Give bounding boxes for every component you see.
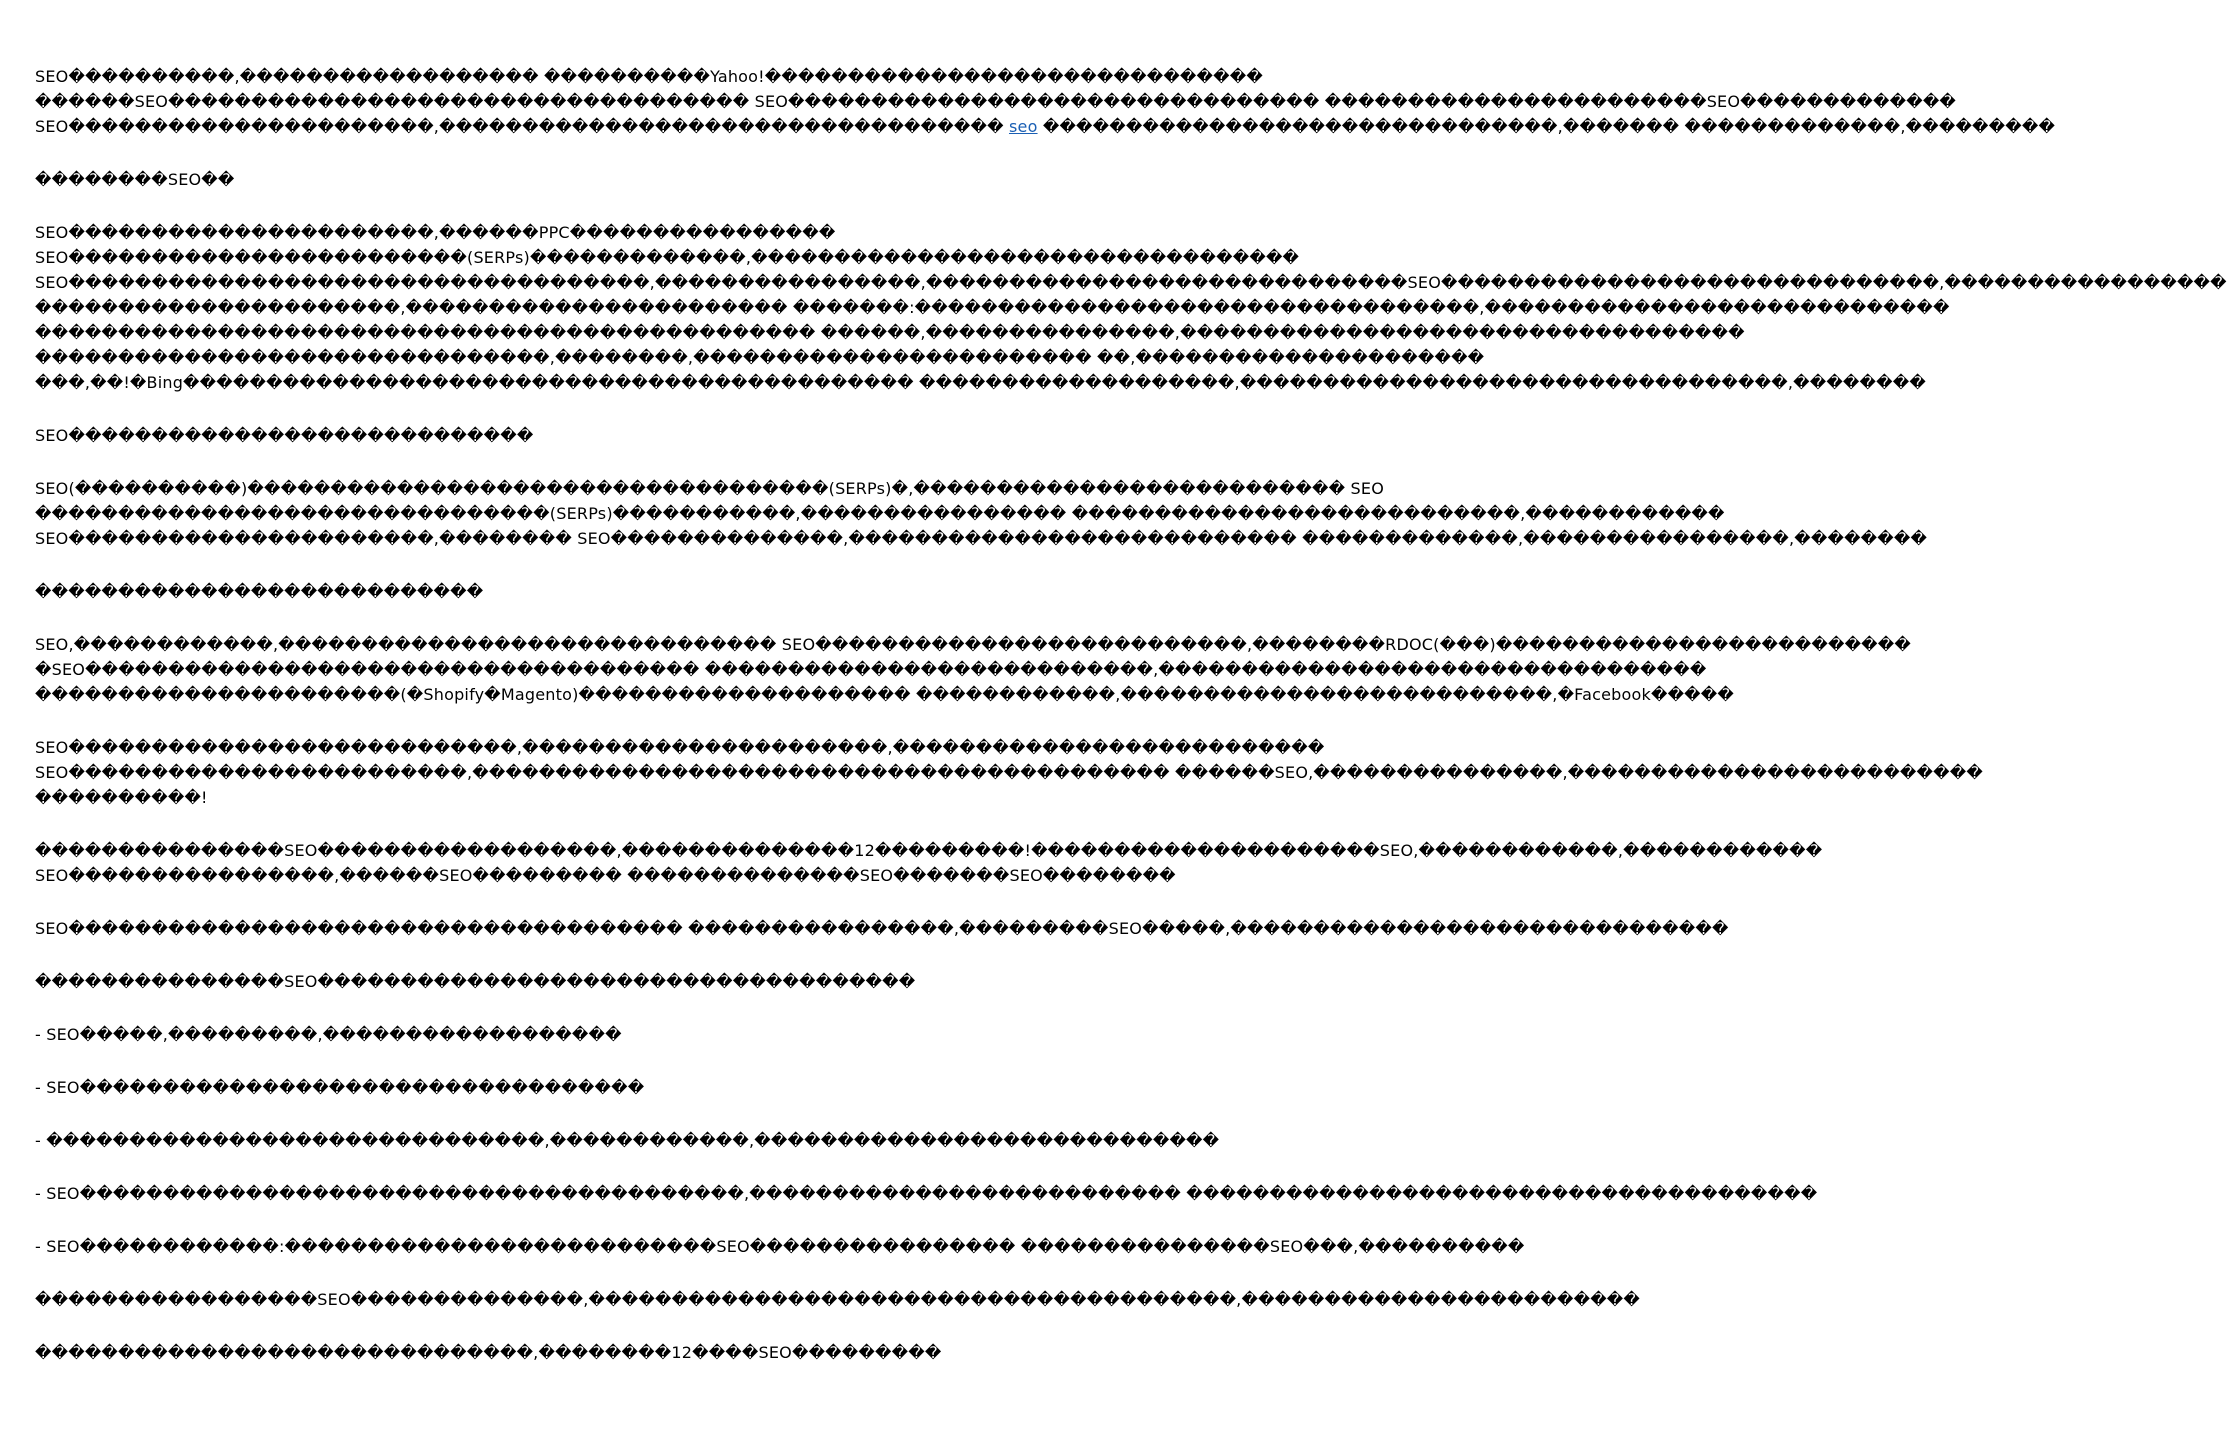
paragraph-4 bbox=[35, 632, 1911, 707]
list-item: - ������������������������������,������������,���������������������������� bbox=[35, 1131, 1220, 1150]
text-line: ���,��!�Bing�������������������������������������������� �������������������,���������������������������������,�������� bbox=[35, 373, 1926, 392]
paragraph-8 bbox=[35, 969, 990, 994]
text-line: ����������������������������������������������� ������,���������������,���������������������������������� bbox=[35, 323, 1745, 342]
text-line: ����������������������(�Shopify�Magento)�������������������� ������������,��������������������������,�Facebook����� bbox=[35, 685, 1734, 704]
text-span: �������������������������������,������� �������������,��������� bbox=[1037, 117, 2056, 136]
section-heading-2 bbox=[35, 423, 990, 448]
paragraph-6 bbox=[35, 838, 1823, 888]
text-span: SEO����������������������,���������������������������������� bbox=[35, 117, 1009, 136]
text-line: SEO(����������)�����������������������������������(SERPs)�,�������������������������� SEO bbox=[35, 479, 1384, 498]
bullet-item-5 bbox=[35, 1234, 1525, 1259]
text-line: �������������������������������,��������,������������������������ ��,��������������������� bbox=[35, 348, 1485, 367]
text-line: SEO����������������,������SEO��������� ��������������SEO�������SEO�������� bbox=[35, 866, 1176, 885]
paragraph-10 bbox=[35, 1340, 990, 1365]
text-line: ��������������������������� bbox=[35, 582, 484, 601]
text-line: SEO������������������������������������� ����������������,���������SEO�����,������������������������������ bbox=[35, 919, 1729, 938]
text-line: SEO����������������������,�������� SEO��������������,��������������������������� �������������,����������������,�������� bbox=[35, 529, 1928, 548]
text-line: ����������! bbox=[35, 788, 208, 807]
paragraph-2 bbox=[35, 220, 2227, 395]
section-heading-3 bbox=[35, 579, 990, 604]
section-heading-1 bbox=[35, 167, 990, 192]
text-line bbox=[35, 114, 2056, 139]
list-item: - SEO����������������������������������������,�������������������������� �������������������������������������� bbox=[35, 1184, 1818, 1203]
text-line: �����������������SEO��������������,���������������������������������������,������������������������ bbox=[35, 1290, 1641, 1309]
seo-link[interactable]: seo bbox=[1008, 117, 1038, 136]
text-line: SEO������������������������,������������������������������������������ ������SEO,���������������,������������������������� bbox=[35, 763, 1983, 782]
text-line: SEO,������������,������������������������������ SEO��������������������������,��������RDOC(���)������������������������� bbox=[35, 635, 1911, 654]
bullet-item-3 bbox=[35, 1128, 1220, 1153]
text-line: ������SEO����������������������������������� SEO�������������������������������� �����������������������SEO������������� bbox=[35, 92, 1957, 111]
text-line: SEO������������������������(SERPs)�������������,��������������������������������� bbox=[35, 248, 1300, 267]
text-line: ����������������������,����������������������� �������:����������������������������������,���������������������������� bbox=[35, 298, 1950, 317]
text-line: SEO����������������������,������PPC���������������� bbox=[35, 223, 836, 242]
paragraph-7 bbox=[35, 916, 1729, 941]
list-item: - SEO������������:��������������������������SEO���������������� ���������������SEO���,���������� bbox=[35, 1237, 1525, 1256]
text-line: ���������������SEO������������������,��������������12���������!���������������������SEO,������������,������������ bbox=[35, 841, 1823, 860]
text-line: �SEO������������������������������������� ���������������������������,��������������������������������� bbox=[35, 660, 1707, 679]
bullet-item-4 bbox=[35, 1181, 1818, 1206]
bullet-item-2 bbox=[35, 1075, 990, 1100]
text-line: SEO���������������������������,����������������������,�������������������������� bbox=[35, 738, 1325, 757]
bullet-item-1 bbox=[35, 1022, 990, 1047]
paragraph-3 bbox=[35, 476, 1928, 551]
text-line: SEO���������������������������� bbox=[35, 426, 534, 445]
paragraph-5 bbox=[35, 735, 1983, 810]
paragraph-1 bbox=[35, 64, 2056, 139]
list-item: - SEO���������������������������������� bbox=[35, 1078, 645, 1097]
text-line: ������������������������������,��������12����SEO��������� bbox=[35, 1343, 942, 1362]
paragraph-9 bbox=[35, 1287, 1641, 1312]
text-line: ���������������SEO������������������������������������ bbox=[35, 972, 916, 991]
text-line: SEO�����������������������������������,����������������,�����������������������������SEO������������������������������,����������������� bbox=[35, 273, 2227, 292]
text-line: �������������������������������(SERPs)�����������,���������������� ���������������������������,������������ bbox=[35, 504, 1725, 523]
list-item: - SEO�����,���������,������������������ bbox=[35, 1025, 622, 1044]
text-line: ��������SEO�� bbox=[35, 170, 235, 189]
text-line: SEO����������,������������������ ����������Yahoo!������������������������������ bbox=[35, 67, 1263, 86]
